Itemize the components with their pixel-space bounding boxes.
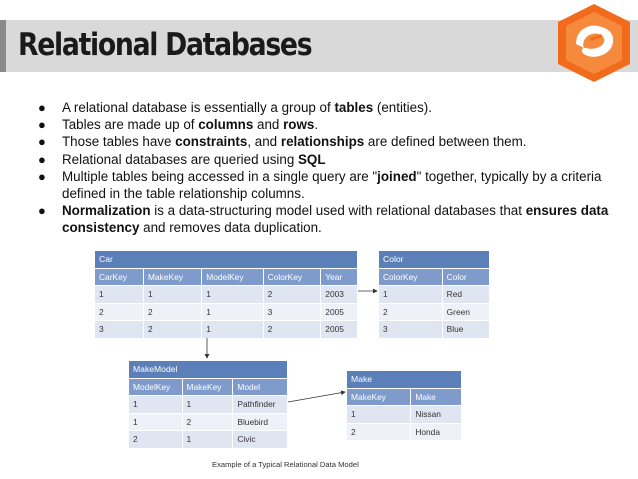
bold-term: relationships — [280, 134, 365, 150]
table-cell: 2003 — [321, 286, 358, 304]
table-cell: 1 — [129, 413, 183, 431]
table-cell: Civic — [233, 431, 288, 449]
column-header: ColorKey — [379, 268, 443, 286]
bullet-text: Relational databases are queried using — [62, 151, 298, 167]
logo-icon — [552, 2, 636, 84]
table-cell: 2 — [144, 303, 202, 321]
relationship-arrows — [94, 250, 514, 460]
table-cell: 2 — [379, 303, 443, 321]
table-cell: Pathfinder — [233, 396, 288, 414]
table-cell: 2 — [263, 321, 321, 339]
column-header: MakeKey — [144, 268, 202, 286]
table-cell: 1 — [379, 286, 443, 304]
table-cell: Nissan — [411, 406, 462, 424]
bullet-list — [38, 99, 628, 237]
column-header: ModelKey — [202, 268, 263, 286]
bullet-text: . — [314, 117, 319, 133]
table-cell: 2 — [144, 321, 202, 339]
bullet-text: and removes data duplication. — [139, 220, 322, 236]
table-cell: 1 — [202, 303, 263, 321]
diagram-caption: Example of a Typical Relational Data Model — [212, 460, 359, 469]
table-cell: 1 — [182, 396, 233, 414]
bullet-text: are defined between them. — [364, 134, 527, 150]
bullet-dot-icon: ● — [38, 168, 46, 184]
table-cell: 1 — [347, 406, 411, 424]
table-cell: 2 — [95, 303, 144, 321]
bullet-item — [38, 99, 628, 116]
bullet-item — [38, 133, 628, 150]
column-header: ModelKey — [129, 378, 183, 396]
table-cell: Honda — [411, 423, 462, 441]
bold-term: constraints — [175, 134, 248, 150]
table-cell: 2 — [129, 431, 183, 449]
bullet-text: " together, typically by a criteria defined in the table relationship columns. — [62, 168, 602, 202]
makemodel-make-arrow — [288, 392, 345, 402]
table-cell: 3 — [95, 321, 144, 339]
column-header: ColorKey — [263, 268, 321, 286]
table-cell: Blue — [442, 321, 489, 339]
bold-term: joined — [377, 168, 417, 184]
column-header: CarKey — [95, 268, 144, 286]
bold-term: columns — [198, 117, 254, 133]
table-cell: 2 — [182, 413, 233, 431]
table-cell: Red — [442, 286, 489, 304]
bullet-item — [38, 116, 628, 133]
table-cell: 1 — [129, 396, 183, 414]
bullet-dot-icon: ● — [38, 151, 46, 167]
bold-term: rows — [283, 117, 315, 133]
bullet-text: is a data-structuring model used with relational databases that — [150, 203, 526, 219]
column-header: Color — [442, 268, 489, 286]
bullet-text: (entities). — [373, 100, 432, 115]
table-cell: 1 — [182, 431, 233, 449]
table-cell: 1 — [95, 286, 144, 304]
table-cell: 3 — [263, 303, 321, 321]
table-title: Color — [379, 251, 490, 269]
bullet-dot-icon: ● — [38, 203, 46, 219]
table-cell: 2 — [263, 286, 321, 304]
column-header: Model — [233, 378, 288, 396]
bullet-dot-icon: ● — [38, 117, 46, 133]
bold-term: SQL — [297, 151, 326, 167]
table-cell: 2005 — [321, 321, 358, 339]
table-cell: 2005 — [321, 303, 358, 321]
bold-term: ensures data consistency — [62, 203, 609, 236]
table-title: Car — [95, 251, 358, 269]
bullet-dot-icon: ● — [38, 100, 46, 115]
bullet-text: and — [253, 117, 284, 133]
column-header: Make — [411, 388, 462, 406]
bullet-text: Those tables have — [62, 134, 176, 150]
bullet-text: , and — [247, 134, 281, 150]
table-cell: 3 — [379, 321, 443, 339]
bullet-text: A relational database is essentially a group of — [62, 100, 335, 115]
column-header: Year — [321, 268, 358, 286]
table-cell: 2 — [347, 423, 411, 441]
table-cell: 1 — [202, 321, 263, 339]
bold-term: tables — [334, 100, 374, 115]
bullet-item — [38, 202, 628, 236]
table-cell: 1 — [202, 286, 263, 304]
slide-title: Relational Databases — [18, 27, 312, 63]
bullet-dot-icon: ● — [38, 134, 46, 150]
table-title: Make — [347, 371, 462, 389]
column-header: MakeKey — [182, 378, 233, 396]
column-header: MakeKey — [347, 388, 411, 406]
bold-term: Normalization — [62, 203, 151, 219]
table-cell: 1 — [144, 286, 202, 304]
table-cell: Bluebird — [233, 413, 288, 431]
bullet-item — [38, 168, 628, 202]
table-cell: Green — [442, 303, 489, 321]
bullet-text: Tables are made up of — [62, 117, 199, 133]
bullet-item — [38, 151, 628, 168]
bullet-text: Multiple tables being accessed in a single query are " — [62, 168, 378, 184]
table-title: MakeModel — [129, 361, 288, 379]
